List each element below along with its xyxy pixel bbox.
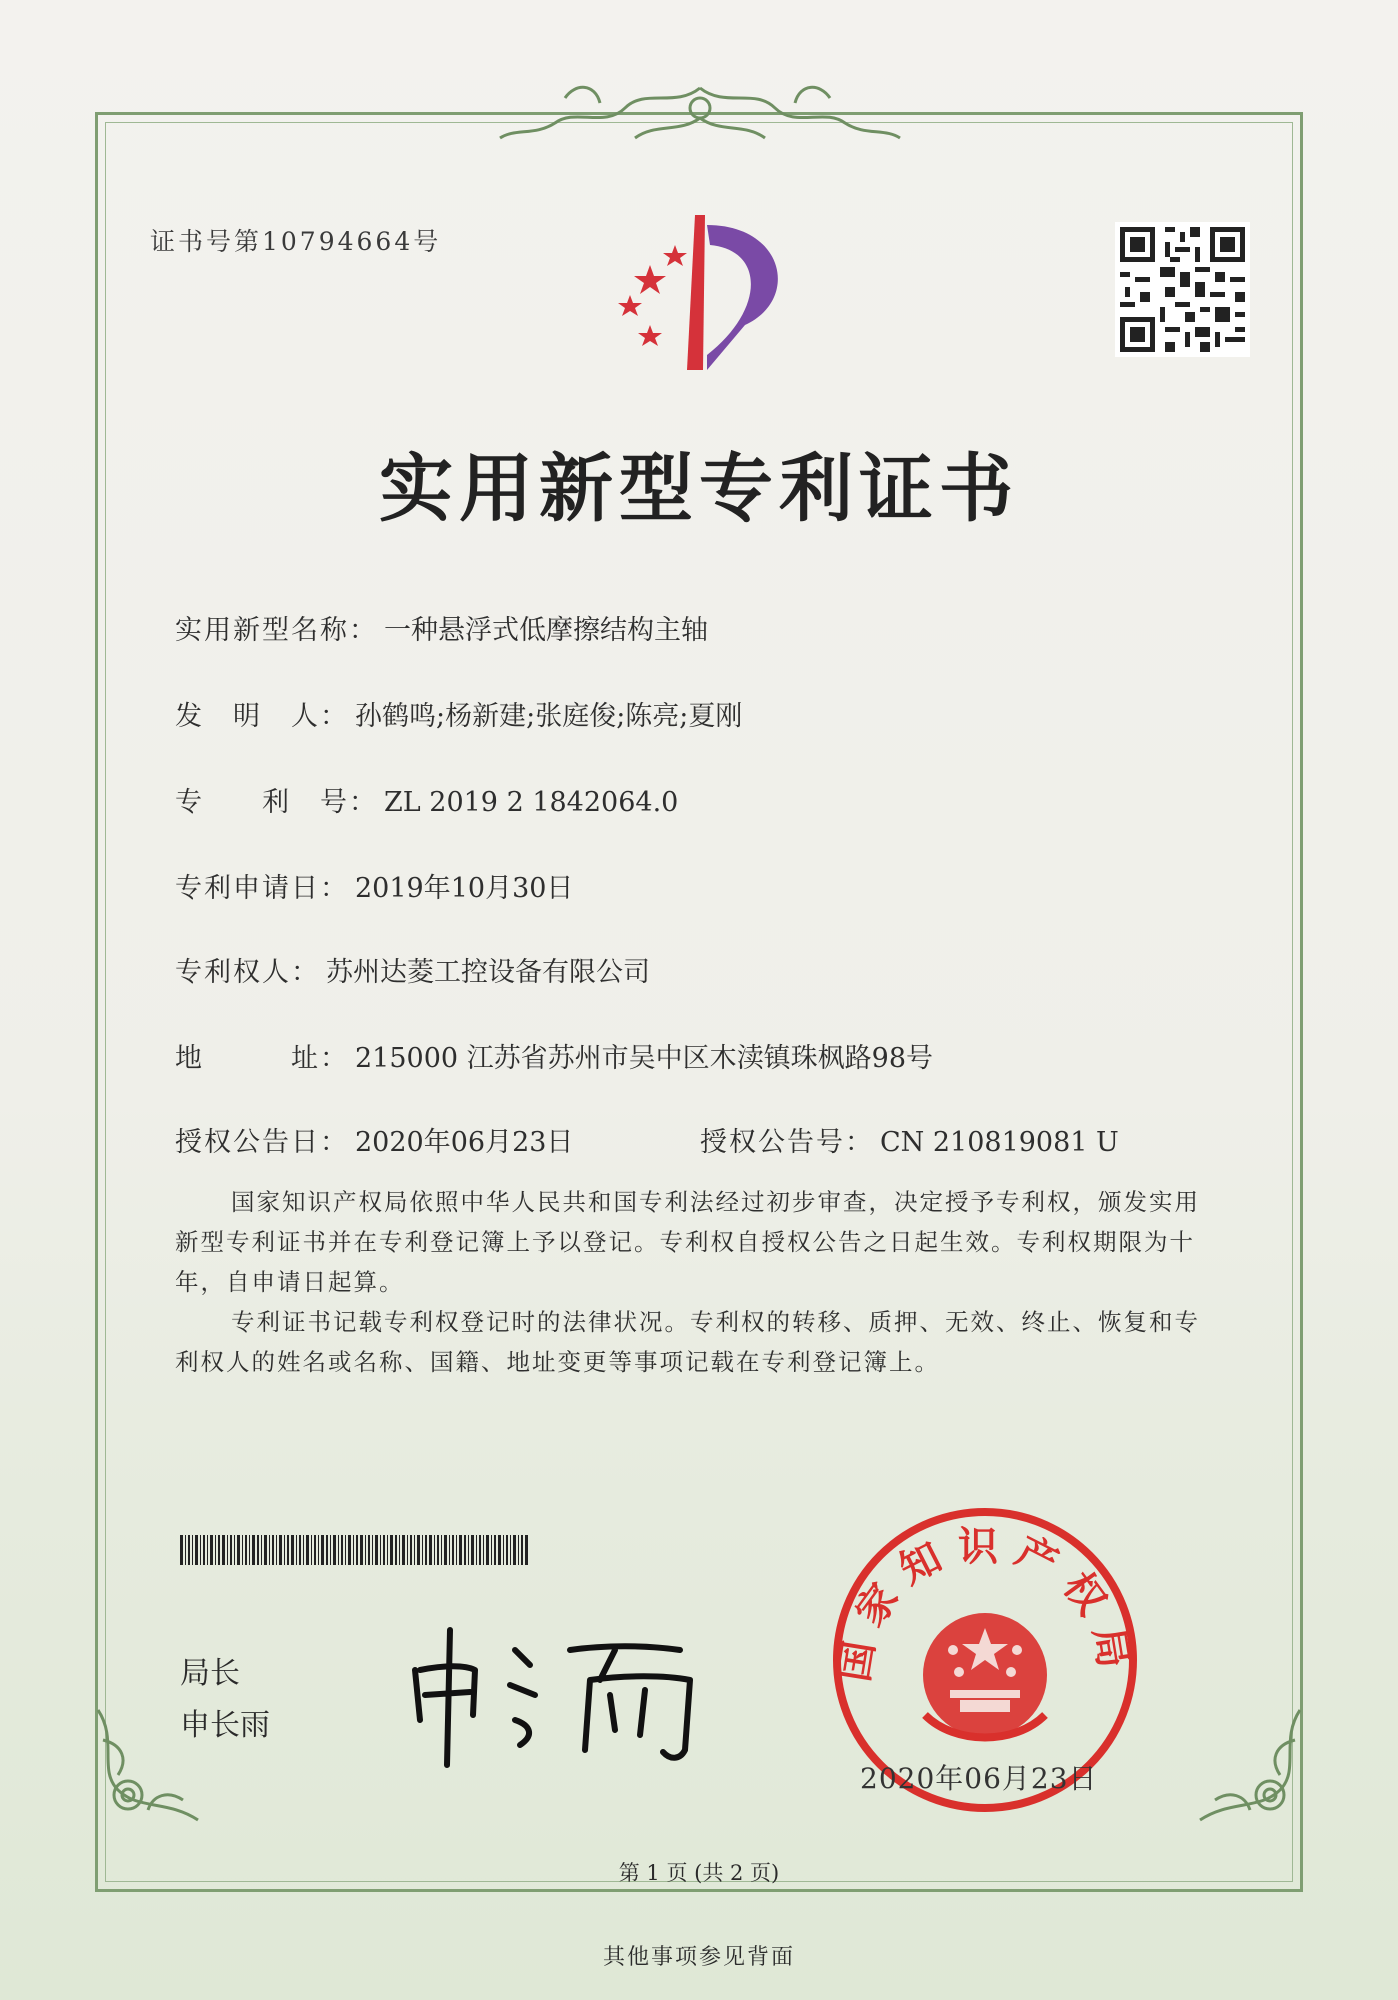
field-utility-model-name xyxy=(175,608,708,647)
field-value: 孙鹤鸣;杨新建;张庭俊;陈亮;夏刚 xyxy=(355,701,743,732)
field-value: 一种悬浮式低摩擦结构主轴 xyxy=(384,615,708,646)
bottom-right-ornament xyxy=(1190,1700,1310,1830)
field-value: 215000 江苏省苏州市吴中区木渎镇珠枫路98号 xyxy=(355,1043,934,1074)
field-label: 专 利 号： xyxy=(175,787,378,818)
seal-text: 国家知识产权局 xyxy=(831,1523,1139,1685)
legal-paragraph-2: 专利证书记载专利权登记时的法律状况。专利权的转移、质押、无效、终止、恢复和专利权人的姓名或名称、国籍、地址变更等事项记载在专利登记簿上。 xyxy=(175,1308,1200,1376)
page-number: 第 1 页 (共 2 页) xyxy=(618,1861,780,1885)
seal-date: 2020年06月23日 xyxy=(860,1762,1098,1795)
field-label: 发 明 人： xyxy=(175,701,349,732)
director-signature xyxy=(405,1620,715,1770)
back-note: 其他事项参见背面 xyxy=(602,1945,795,1970)
field-inventors xyxy=(175,694,742,733)
certificate-number: 证书号第10794664号 xyxy=(150,227,442,256)
field-value: 2020年06月23日 xyxy=(355,1127,574,1158)
field-value: 苏州达菱工控设备有限公司 xyxy=(326,957,650,988)
top-ornament-decoration xyxy=(495,78,905,150)
field-label: 专利权人： xyxy=(175,957,320,988)
barcode xyxy=(180,1535,530,1565)
certificate-title: 实用新型专利证书 xyxy=(379,446,1019,532)
field-label: 授权公告号： xyxy=(700,1127,874,1158)
field-label: 专利申请日： xyxy=(175,873,349,904)
field-grant-date xyxy=(175,1120,573,1159)
field-label: 实用新型名称： xyxy=(175,615,378,646)
field-label: 地 址： xyxy=(175,1043,349,1074)
field-address xyxy=(175,1036,933,1075)
field-label: 授权公告日： xyxy=(175,1127,349,1158)
field-grant-number xyxy=(700,1120,1119,1159)
qr-code xyxy=(1115,222,1250,357)
field-patent-number xyxy=(175,780,678,819)
director-title: 局长 xyxy=(180,1656,240,1691)
field-value: CN 210819081 U xyxy=(880,1127,1119,1158)
field-value: 2019年10月30日 xyxy=(355,873,574,904)
cnipa-logo xyxy=(595,210,810,380)
field-filing-date xyxy=(175,866,573,905)
legal-paragraph-1: 国家知识产权局依照中华人民共和国专利法经过初步审查，决定授予专利权，颁发实用新型专利证书并在专利登记簿上予以登记。专利权自授权公告之日起生效。专利权期限为十年，自申请日起算。 xyxy=(175,1188,1200,1296)
director-name: 申长雨 xyxy=(180,1708,270,1743)
field-value: ZL 2019 2 1842064.0 xyxy=(384,787,679,818)
field-patentee xyxy=(175,950,650,989)
